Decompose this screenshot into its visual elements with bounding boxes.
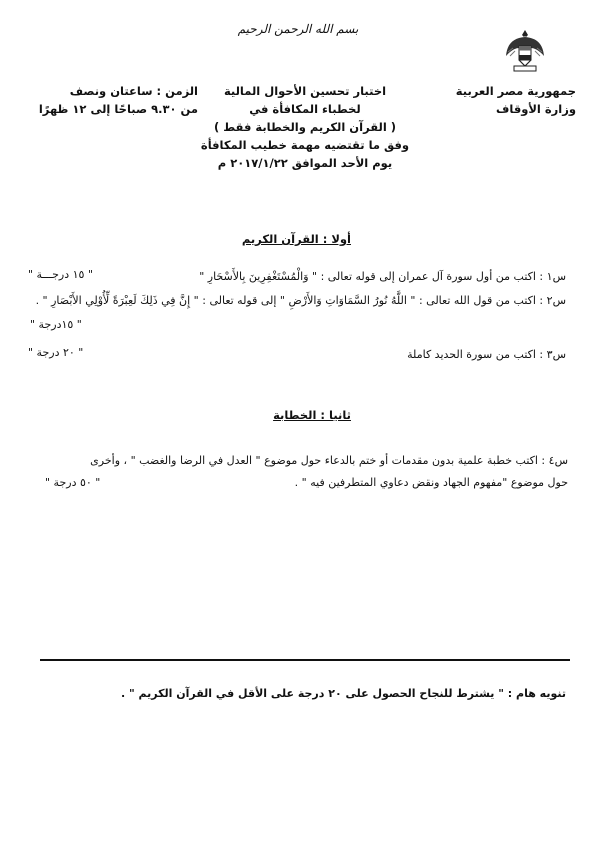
question-3-grade: " ٢٠ درجة "	[28, 346, 84, 359]
country-name: جمهورية مصر العربية	[455, 84, 576, 98]
exam-scope: ( القرآن الكريم والخطابة فقط )	[213, 120, 397, 134]
exam-purpose: وفق ما تقتضيه مهمة خطيب المكافأة	[200, 138, 410, 152]
ministry-name: وزارة الأوقاف	[496, 102, 576, 116]
exam-hours: من ٩.٣٠ صباحًا إلى ١٢ ظهرًا	[38, 102, 198, 116]
egypt-eagle-emblem-icon	[505, 28, 545, 74]
section-khitaba-heading: ثانيا : الخطابة	[273, 408, 351, 422]
exam-title: اختبار تحسين الأحوال المالية	[223, 84, 387, 98]
question-4-grade: " ٥٠ درجة "	[45, 476, 101, 489]
question-1-text: س١ : اكتب من أول سورة آل عمران إلى قوله تعالى : " وَالْمُسْتَغْفِرِينَ بِالأَسْحَارِ "	[199, 270, 566, 283]
footer-divider	[40, 659, 570, 661]
exam-duration: الزمن : ساعتان ونصف	[69, 84, 198, 98]
ministry-block	[446, 82, 576, 118]
basmala: بسم الله الرحمن الرحيم	[237, 22, 359, 36]
question-4-line-2: حول موضوع "مفهوم الجهاد ونقض دعاوي المتطرفين فيه " .	[294, 476, 568, 489]
exam-date: يوم الأحد الموافق ٢٠١٧/١/٢٢ م	[217, 156, 393, 170]
question-1-grade: " ١٥ درجـــة "	[28, 268, 94, 281]
important-notice: تنويه هام : " يشترط للنجاح الحصول على ٢٠ درجة على الأقل في القرآن الكريم " .	[120, 687, 566, 700]
question-3-text: س٣ : اكتب من سورة الحديد كاملة	[407, 348, 566, 361]
exam-subtitle: لخطباء المكافأة في	[249, 102, 361, 116]
question-2-text: س٢ : اكتب من قول الله تعالى : " اللَّهُ نُورُ السَّمَاوَاتِ وَالأَرْضِ " إلى قوله تعالى : " إِنَّ فِي ذَلِكَ لَعِبْرَةً لِّأُوْلِي الأَبْصَارِ " .	[35, 294, 566, 307]
question-2-grade: " ١٥درجة "	[30, 318, 82, 331]
exam-time-block	[28, 82, 198, 118]
exam-title-block	[200, 82, 410, 172]
section-quran-heading: أولا : القرآن الكريم	[241, 232, 351, 246]
question-4-line-1: س٤ : اكتب خطبة علمية بدون مقدمات أو ختم بالدعاء حول موضوع " العدل في الرضا والغضب " ، وأخرى	[90, 454, 568, 467]
